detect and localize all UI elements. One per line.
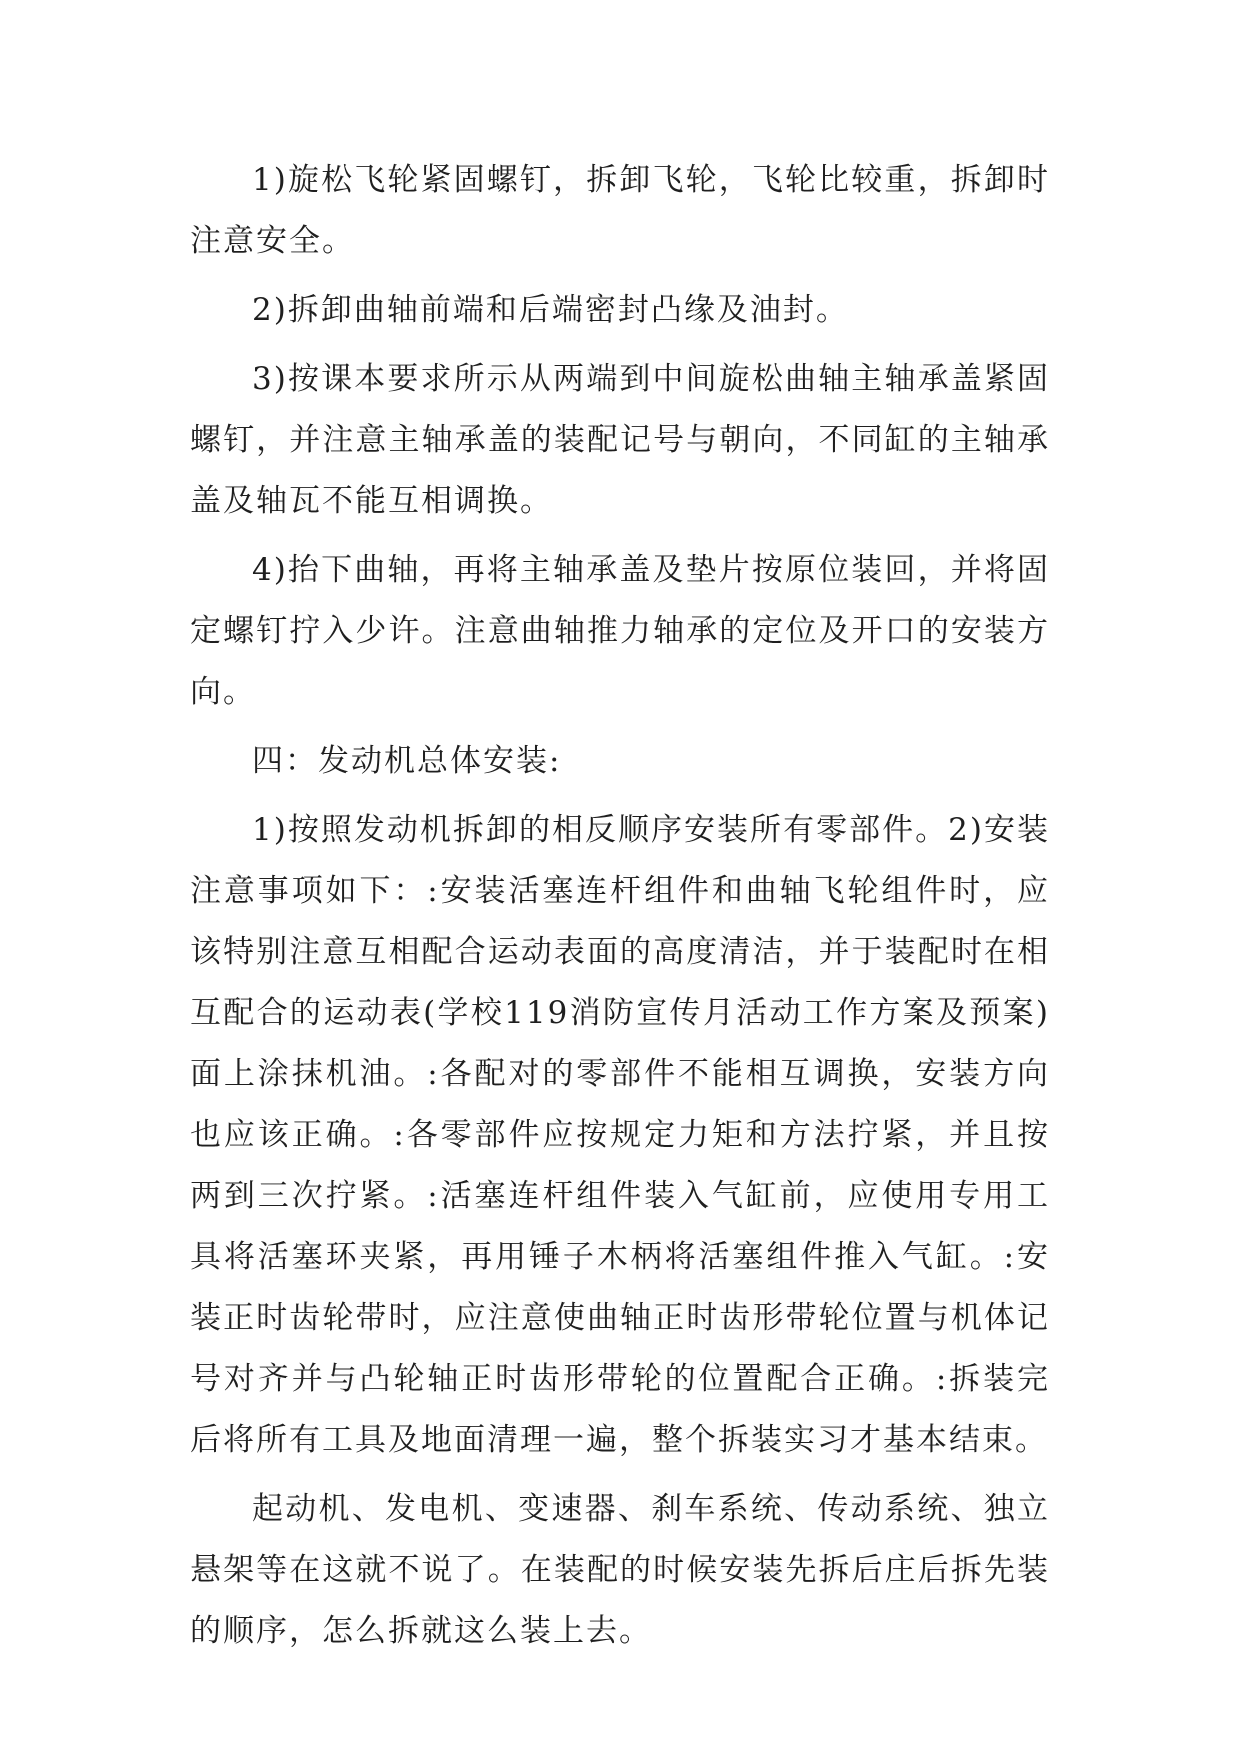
paragraph-step-1: 1)旋松飞轮紧固螺钉，拆卸飞轮，飞轮比较重，拆卸时注意安全。	[190, 162, 1050, 259]
document-body	[190, 150, 1050, 1662]
paragraph-step-4: 4)抬下曲轴，再将主轴承盖及垫片按原位装回，并将固定螺钉拧入少许。注意曲轴推力轴承的定位及开口的安装方向。	[190, 552, 1050, 710]
paragraph-assembly-steps: 1)按照发动机拆卸的相反顺序安装所有零部件。2)安装注意事项如下：:安装活塞连杆组件和曲轴飞轮组件时，应该特别注意互相配合运动表面的高度清洁，并于装配时在相互配合的运动表(学校119消防宣传月活动工作方案及预案)面上涂抹机油。:各配对的零部件不能相互调换，安装方向也应该正确。:各零部件应按规定力矩和方法拧紧，并且按两到三次拧紧。:活塞连杆组件装入气缸前，应使用专用工具将活塞环夹紧，再用锤子木柄将活塞组件推入气缸。:安装正时齿轮带时，应注意使曲轴正时齿形带轮位置与机体记号对齐并与凸轮轴正时齿形带轮的位置配合正确。:拆装完后将所有工具及地面清理一遍，整个拆装实习才基本结束。	[190, 812, 1050, 1458]
paragraph-step-2: 2)拆卸曲轴前端和后端密封凸缘及油封。	[252, 292, 849, 328]
paragraph-closing: 起动机、发电机、变速器、刹车系统、传动系统、独立悬架等在这就不说了。在装配的时候安装先拆后庄后拆先装的顺序，怎么拆就这么装上去。	[190, 1491, 1050, 1649]
section-heading: 四：发动机总体安装:	[252, 743, 562, 779]
paragraph-step-3: 3)按课本要求所示从两端到中间旋松曲轴主轴承盖紧固螺钉，并注意主轴承盖的装配记号与朝向，不同缸的主轴承盖及轴瓦不能互相调换。	[190, 361, 1050, 519]
